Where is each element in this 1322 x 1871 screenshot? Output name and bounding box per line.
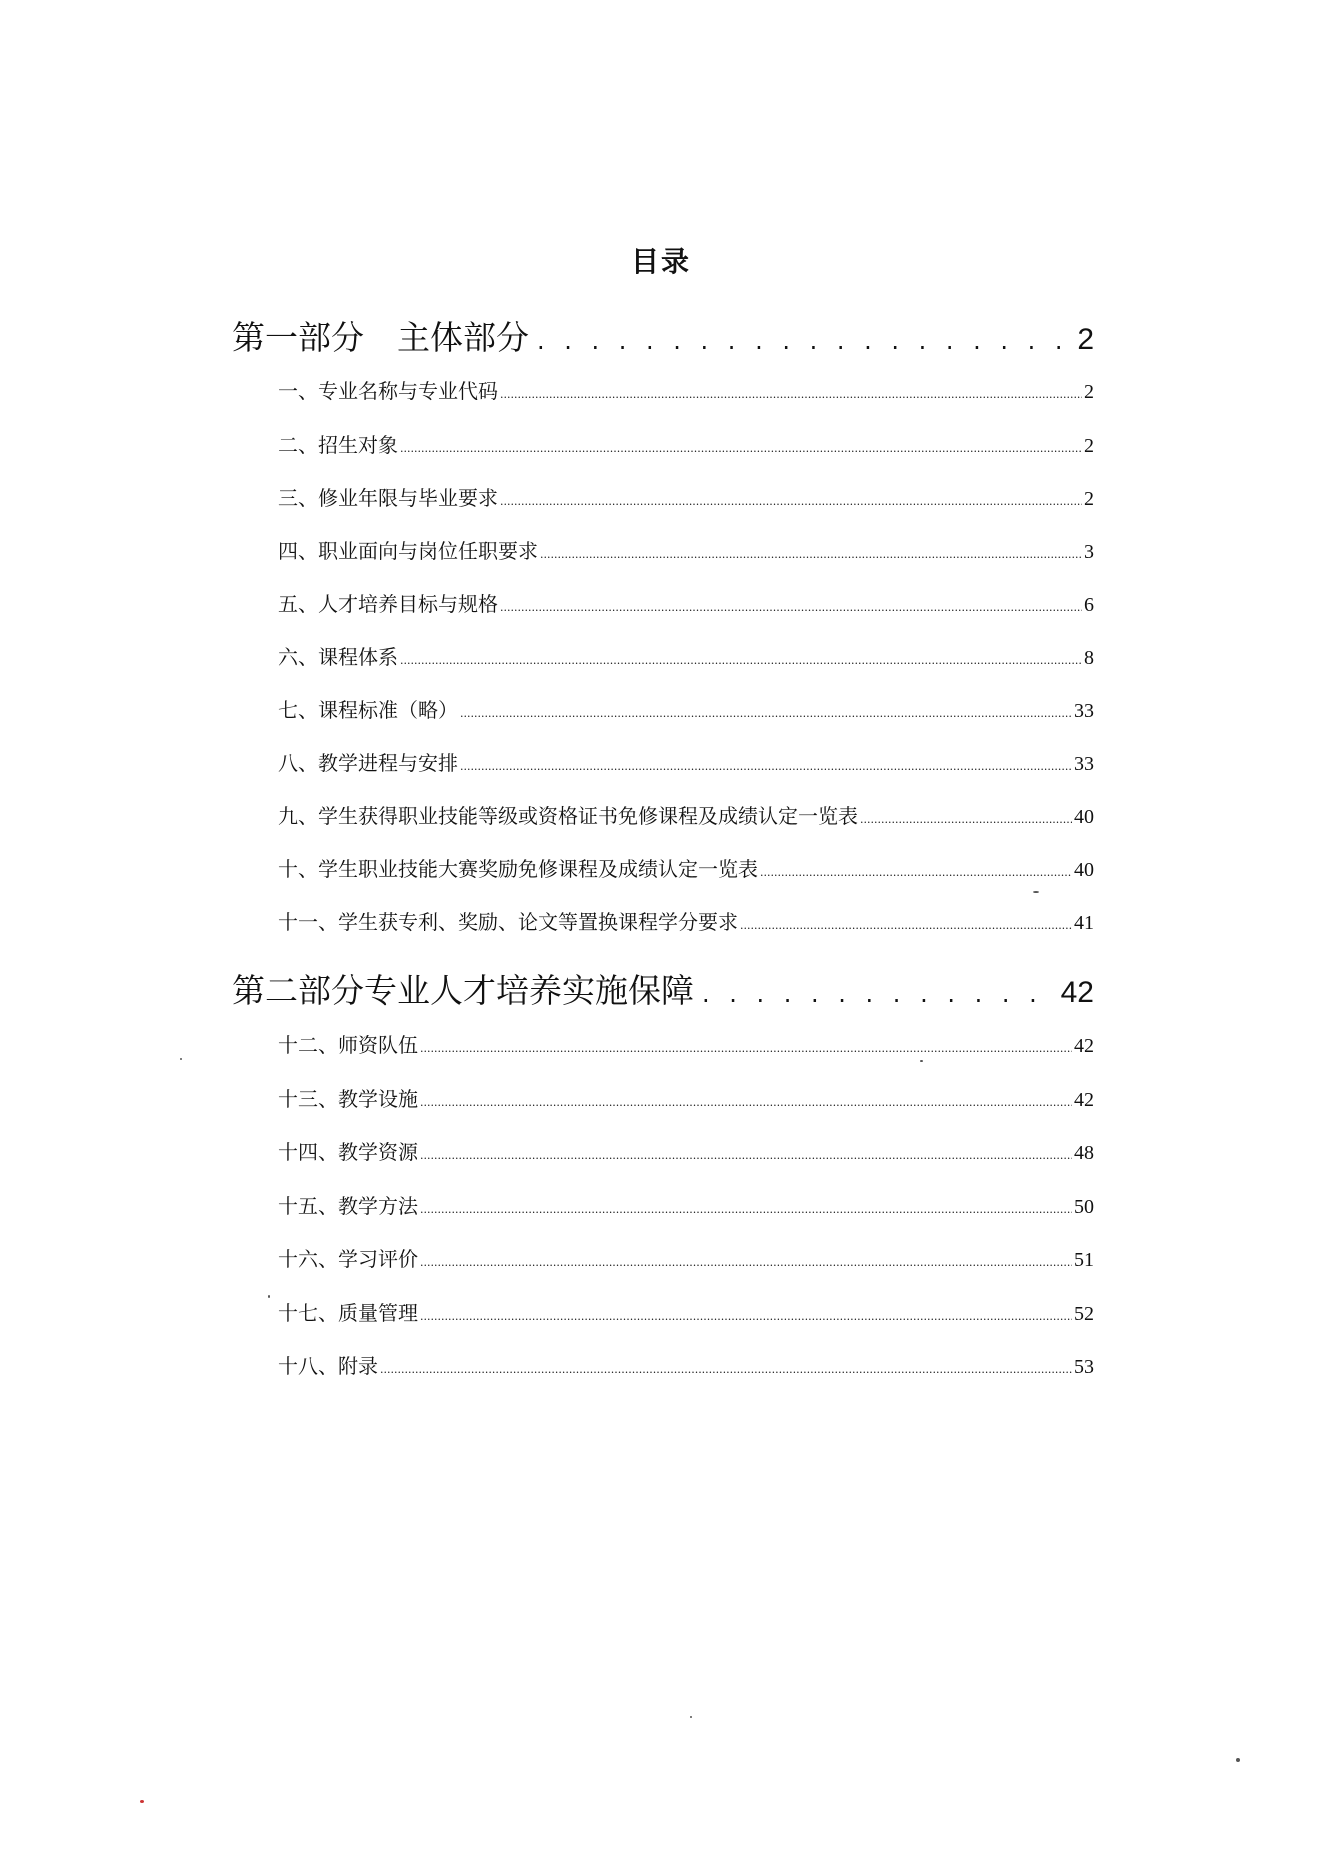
scan-speck bbox=[690, 1716, 692, 1718]
dot-leader bbox=[420, 1310, 1072, 1323]
scan-speck bbox=[1236, 1758, 1240, 1762]
toc-title: 目录 bbox=[630, 245, 691, 278]
toc-entry[interactable] bbox=[278, 800, 1094, 830]
toc-part-1[interactable] bbox=[232, 312, 1094, 356]
toc-entry[interactable] bbox=[278, 1029, 1094, 1059]
toc-entry-page: 53 bbox=[1074, 1356, 1094, 1378]
toc-entry-page: 3 bbox=[1084, 541, 1094, 563]
toc-entry[interactable] bbox=[278, 482, 1094, 512]
toc-entry-page: 8 bbox=[1084, 647, 1094, 669]
scan-speck bbox=[140, 1800, 144, 1803]
dot-leader bbox=[740, 919, 1072, 932]
dot-leader bbox=[420, 1256, 1072, 1269]
toc-entry[interactable] bbox=[278, 375, 1094, 405]
dot-leader bbox=[400, 442, 1082, 455]
toc-entry[interactable] bbox=[278, 747, 1094, 777]
toc-entry-page: 51 bbox=[1074, 1249, 1094, 1271]
toc-entry-page: 33 bbox=[1074, 753, 1094, 775]
toc-entry-page: 2 bbox=[1084, 381, 1094, 403]
toc-entry-label: 四、职业面向与岗位任职要求 bbox=[278, 539, 538, 563]
toc-entry-page: 2 bbox=[1084, 435, 1094, 457]
scan-speck bbox=[920, 1060, 923, 1062]
toc-entry-label: 六、课程体系 bbox=[278, 645, 398, 669]
scan-speck bbox=[268, 1295, 270, 1298]
toc-part-page: 2 bbox=[1077, 323, 1094, 356]
toc-entry[interactable] bbox=[278, 1190, 1094, 1220]
toc-entry[interactable] bbox=[278, 1083, 1094, 1113]
toc-part-label: 第二部分专业人才培养实施保障 bbox=[232, 971, 694, 1010]
toc-entry-label: 一、专业名称与专业代码 bbox=[278, 379, 498, 403]
scan-speck bbox=[1033, 891, 1039, 893]
dot-leader bbox=[420, 1149, 1072, 1162]
toc-entry-label: 八、教学进程与安排 bbox=[278, 751, 458, 775]
toc-entry[interactable] bbox=[278, 429, 1094, 459]
toc-entry-label: 十五、教学方法 bbox=[278, 1194, 418, 1218]
toc-entry[interactable] bbox=[278, 694, 1094, 724]
toc-entry[interactable] bbox=[278, 906, 1094, 936]
toc-entry-label: 三、修业年限与毕业要求 bbox=[278, 486, 498, 510]
toc-part-2[interactable] bbox=[232, 965, 1094, 1009]
toc-entry-label: 十七、质量管理 bbox=[278, 1301, 418, 1325]
dot-leader bbox=[420, 1042, 1072, 1055]
toc-entry[interactable] bbox=[278, 641, 1094, 671]
toc-entry-page: 33 bbox=[1074, 700, 1094, 722]
dot-leader bbox=[460, 707, 1072, 720]
toc-entry-label: 十二、师资队伍 bbox=[278, 1033, 418, 1057]
dot-leader bbox=[420, 1096, 1072, 1109]
toc-entry[interactable] bbox=[278, 853, 1094, 883]
toc-entry-label: 十四、教学资源 bbox=[278, 1140, 418, 1164]
toc-entry-page: 42 bbox=[1074, 1089, 1094, 1111]
toc-entry-page: 6 bbox=[1084, 594, 1094, 616]
toc-entry-page: 42 bbox=[1074, 1035, 1094, 1057]
dot-leader bbox=[420, 1203, 1072, 1216]
dot-leader bbox=[540, 548, 1082, 561]
toc-entry-label: 十八、附录 bbox=[278, 1354, 378, 1378]
dot-leader bbox=[400, 654, 1082, 667]
toc-entry-label: 九、学生获得职业技能等级或资格证书免修课程及成绩认定一览表 bbox=[278, 804, 858, 828]
toc-entry[interactable] bbox=[278, 535, 1094, 565]
dot-leader bbox=[760, 866, 1072, 879]
toc-entry[interactable] bbox=[278, 1350, 1094, 1380]
toc-entry-page: 2 bbox=[1084, 488, 1094, 510]
dot-leader bbox=[702, 980, 1051, 1008]
toc-entry-label: 十六、学习评价 bbox=[278, 1247, 418, 1271]
toc-entry-label: 十三、教学设施 bbox=[278, 1087, 418, 1111]
toc-part-page: 42 bbox=[1060, 976, 1094, 1009]
toc-entry-page: 48 bbox=[1074, 1142, 1094, 1164]
toc-entry-label: 五、人才培养目标与规格 bbox=[278, 592, 498, 616]
dot-leader bbox=[860, 813, 1072, 826]
dot-leader bbox=[460, 760, 1072, 773]
toc-entry-label: 十、学生职业技能大赛奖励免修课程及成绩认定一览表 bbox=[278, 857, 758, 881]
dot-leader bbox=[500, 388, 1082, 401]
toc-entry-page: 41 bbox=[1074, 912, 1094, 934]
scan-speck bbox=[180, 1058, 182, 1060]
toc-entry-label: 二、招生对象 bbox=[278, 433, 398, 457]
dot-leader bbox=[500, 495, 1082, 508]
toc-entry[interactable] bbox=[278, 588, 1094, 618]
toc-entry-label: 十一、学生获专利、奖励、论文等置换课程学分要求 bbox=[278, 910, 738, 934]
toc-entry-page: 52 bbox=[1074, 1303, 1094, 1325]
dot-leader bbox=[537, 327, 1067, 355]
dot-leader bbox=[380, 1363, 1072, 1376]
toc-entry[interactable] bbox=[278, 1243, 1094, 1273]
toc-entry-page: 40 bbox=[1074, 859, 1094, 881]
toc-entry-page: 50 bbox=[1074, 1196, 1094, 1218]
toc-entry-page: 40 bbox=[1074, 806, 1094, 828]
toc-entry[interactable] bbox=[278, 1136, 1094, 1166]
toc-part-label: 第一部分 主体部分 bbox=[232, 318, 529, 357]
toc-entry[interactable] bbox=[278, 1297, 1094, 1327]
toc-entry-label: 七、课程标准（略） bbox=[278, 698, 458, 722]
dot-leader bbox=[500, 601, 1082, 614]
